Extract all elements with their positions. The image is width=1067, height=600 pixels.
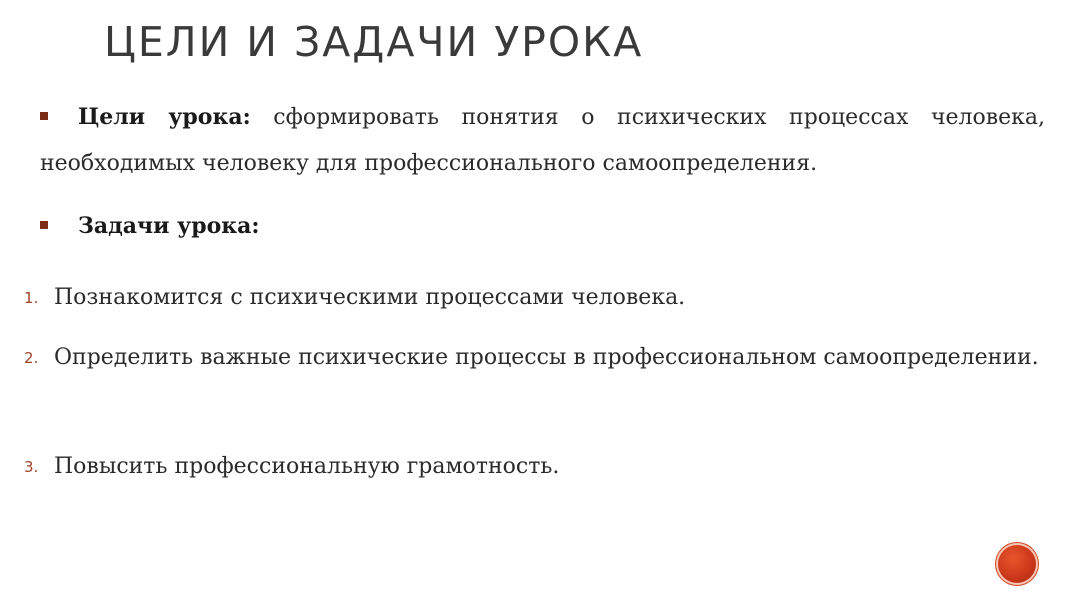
square-bullet-icon <box>40 112 48 120</box>
goals-text: сформировать понятия о психических процессах человека, необходимых человеку для профессионального самоопределения. <box>40 105 1045 176</box>
decorative-circle-icon <box>998 545 1036 583</box>
task-number-3: 3. <box>24 458 39 476</box>
task-text-2: Определить важные психические процессы в профессиональном самоопределении. <box>54 345 1039 370</box>
task-text-1: Познакомится с психическими процессами человека. <box>54 285 686 310</box>
slide-title: ЦЕЛИ И ЗАДАЧИ УРОКА <box>104 18 644 66</box>
tasks-label: Задачи урока: <box>78 213 260 239</box>
square-bullet-icon <box>40 221 48 229</box>
task-item-1 <box>24 273 1046 323</box>
goals-label: Цели урока: <box>78 104 251 130</box>
task-number-2: 2. <box>24 349 39 367</box>
task-number-1: 1. <box>24 289 39 307</box>
task-item-3 <box>24 442 1046 492</box>
goals-paragraph <box>40 94 1045 187</box>
task-item-2 <box>24 333 1046 383</box>
task-text-3: Повысить профессиональную грамотность. <box>54 454 560 479</box>
tasks-heading <box>40 203 1045 250</box>
